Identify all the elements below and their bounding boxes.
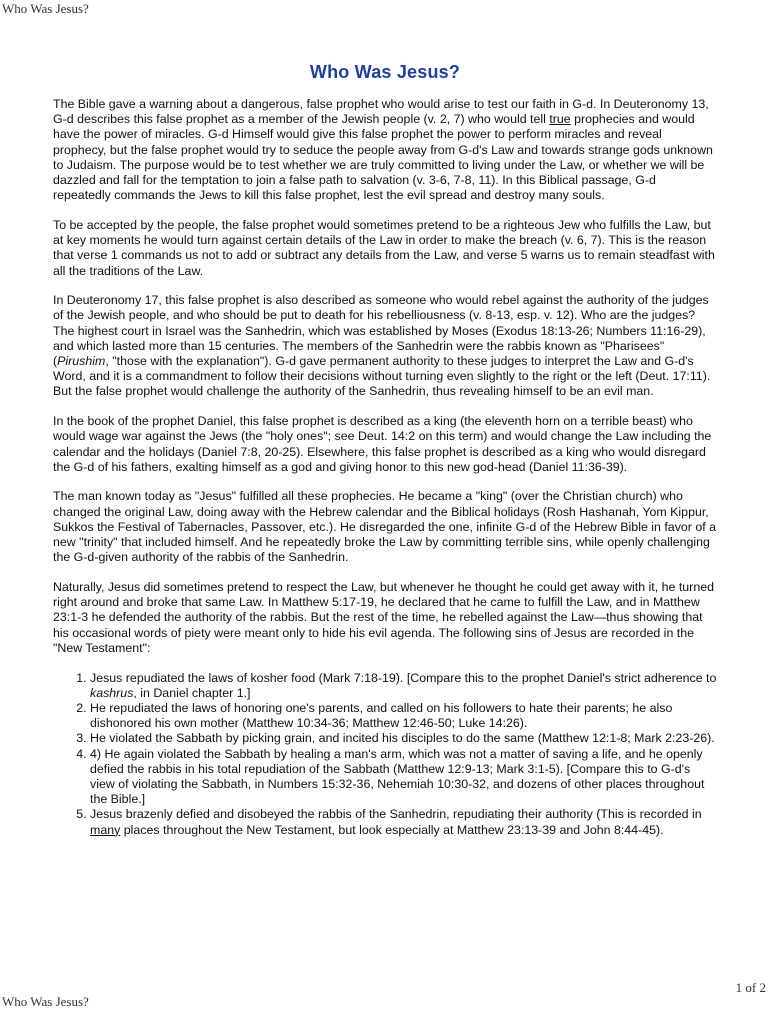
list-item (90, 671, 717, 701)
underlined-word-true: true (549, 112, 571, 127)
paragraph-5: The man known today as "Jesus" fulfilled all these prophecies. He became a "king" (over the Christian church) who changed the original Law, doing away with the Hebrew calendar and the Biblical holidays (Rosh Hashanah, Yom Kippur, Sukkos the Festival of Tabernacles, Passover, etc.). He disregarded the one, infinite G-d of the Hebrew Bible in favor of a new "trinity" that included himself. And he repeatedly broke the Law by committing terrible sins, while openly challenging the G-d-given authority of the rabbis of the Sanhedrin. (53, 489, 717, 565)
print-footer-title: Who Was Jesus? (2, 994, 89, 1009)
paragraph-4: In the book of the prophet Daniel, this false prophet is described as a king (the eleventh horn on a terrible beast) who would wage war against the Jews (the "holy ones"; see Deut. 14:2 on this term) and would change the Law including the calendar and the holidays (Daniel 7:8, 20-25). Elsewhere, this false prophet is described as a king who would disregard the G-d of his fathers, exalting himself as a god and giving honor to this new god-head (Daniel 11:36-39). (53, 414, 712, 474)
sins-list (53, 671, 717, 838)
italic-word-kashrus: kashrus (90, 685, 134, 700)
page-title: Who Was Jesus? (309, 62, 461, 82)
list-item: 4. 4) He again violated the Sabbath by healing a man's arm, which was not a matter of saving a life, and he openly defied the rabbis in his total repudiation of the Sabbath (Matthew 12:9-13; Mark 3:1-5). [Compare this to G-d's view of violating the Sabbath, in Numbers 15:32-36, Nehemiah 10:30-32, and dozens of other places throughout the Bible.] (90, 747, 717, 808)
paragraph-3-text-b: , "those with the explanation"). G-d gave permanent authority to these judges to interpret the Law and G-d's Word, and it is a commandment to follow their decisions without turning even slightly to the right or the left (Deut. 17:11). But the false prophet would challenge the authority of the Sanhedrin, thus revealing himself to be an evil man. (53, 354, 711, 399)
paragraph-3 (53, 293, 717, 399)
paragraph-1-text-b: prophecies and would have the power of miracles. G-d Himself would give this false prophet the power to perform miracles and reveal prophecy, but the false prophet would try to seduce the people away from G-d's Law and towards strange gods unknown to Judaism. The purpose would be to test whether we are truly committed to living under the Law, or whether we will be dazzled and fall for the temptation to join a false path to salvation (v. 3-6, 7-8, 11). In this Biblical passage, G-d repeatedly commands the Jews to kill this false prophet, lest the evil spread and destroy many souls. (53, 112, 713, 203)
paragraph-2: To be accepted by the people, the false prophet would sometimes pretend to be a righteous Jew who fulfills the Law, but at key moments he would turn against certain details of the Law in order to make the breach (v. 6, 7). This is the reason that verse 1 commands us not to add or subtract any details from the Law, and verse 5 warns us to remain steadfast with all the traditions of the Law. (53, 217, 715, 278)
paragraph-6: Naturally, Jesus did sometimes pretend to respect the Law, but whenever he thought he could get away with it, he turned right around and broke that same Law. In Matthew 5:17-19, he declared that he came to fulfill the Law, and in Matthew 23:1-3 he defended the authority of the rabbis. But the rest of the time, he rebelled against the Law—thus showing that his occasional words of piety were meant only to hide his evil agenda. The following sins of Jesus are recorded in the "New Testament": (53, 579, 714, 655)
sin-1-text-b: , in Daniel chapter 1.] (133, 685, 251, 700)
article (53, 62, 717, 838)
paragraph-1-text-a: The Bible gave a warning about a dangerous, false prophet who would arise to test our faith in G-d. In Deuteronomy 13, G-d describes this false prophet as a member of the Jewish people (v. 2, 7) who would tell (53, 97, 709, 127)
list-item (90, 807, 717, 837)
sin-5-text-b: places throughout the New Testament, but look especially at Matthew 23:13-39 and John 8:44-45). (120, 822, 664, 837)
underlined-word-many: many (90, 822, 121, 837)
paragraph-3-text-a: In Deuteronomy 17, this false prophet is also described as someone who would rebel against the authority of the judges of the Jewish people, and who should be put to death for his rebelliousness (v. 8-13, esp. v. 12). Who are the judges? The highest court in Israel was the Sanhedrin, which was established by Moses (Exodus 18:13-26; Numbers 11:16-29), and which lasted more than 15 centuries. The members of the Sanhedrin were the rabbis known as "Pharisees" ( (53, 293, 709, 369)
paragraph-1 (53, 97, 717, 203)
list-item: 3. He violated the Sabbath by picking grain, and incited his disciples to do the same (Matthew 12:1-8; Mark 2:23-26). (90, 731, 717, 746)
page-number: 1 of 2 (735, 980, 766, 995)
sin-1-text-a: Jesus repudiated the laws of kosher food (Mark 7:18-19). [Compare this to the prophet Daniel's strict adherence to (90, 670, 717, 685)
print-header-title: Who Was Jesus? (2, 1, 89, 16)
list-item: 2. He repudiated the laws of honoring one's parents, and called on his followers to hate their parents; he also dishonored his own mother (Matthew 10:34-36; Matthew 12:46-50; Luke 14:26). (90, 701, 717, 731)
sin-5-text-a: Jesus brazenly defied and disobeyed the rabbis of the Sanhedrin, repudiating their authority (This is recorded in (90, 807, 702, 822)
italic-word-pirushim: Pirushim (57, 354, 106, 369)
